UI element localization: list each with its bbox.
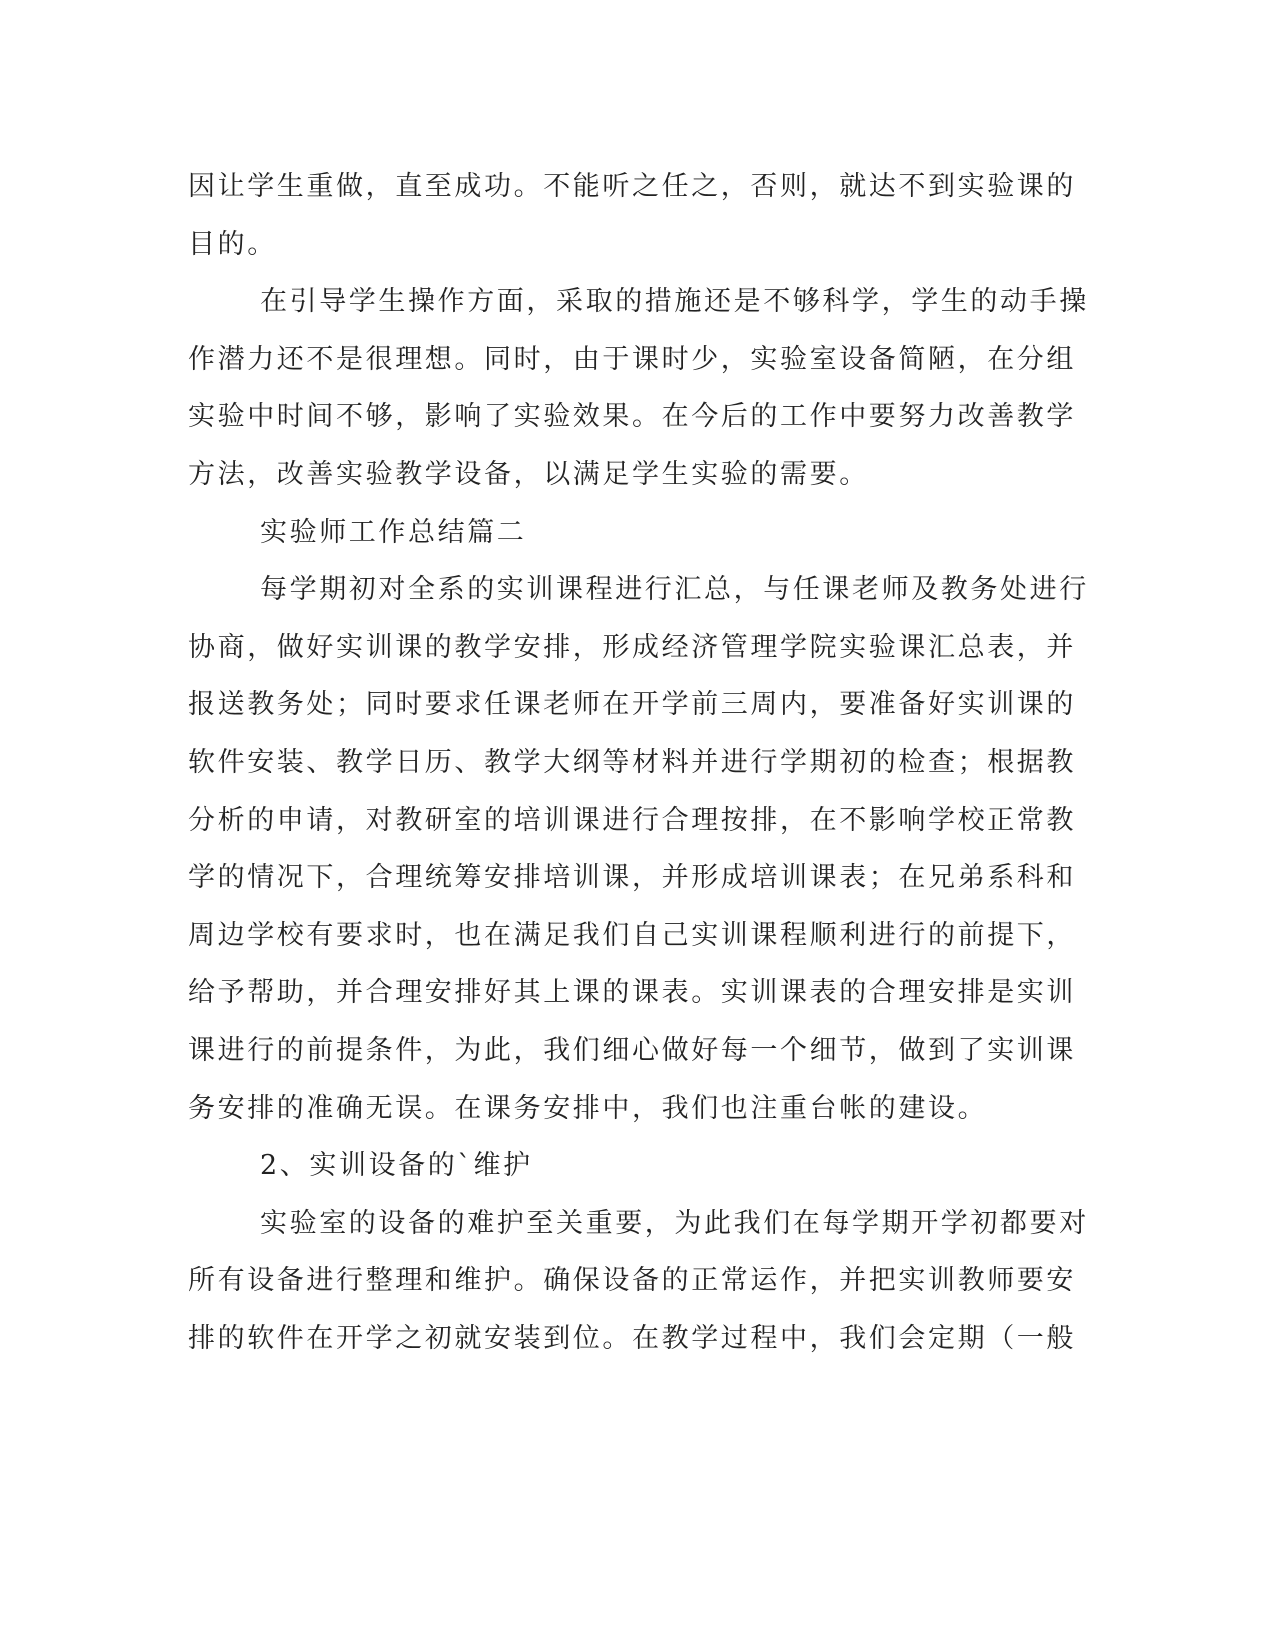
- subsection-heading: 2、实训设备的`维护: [260, 1150, 533, 1182]
- text-line: 学的情况下，合理统筹安排培训课，并形成培训课表；在兄弟系科和: [188, 862, 1076, 894]
- text-line: 课进行的前提条件，为此，我们细心做好每一个细节，做到了实训课: [188, 1034, 1076, 1066]
- text-line: 所有设备进行整理和维护。确保设备的正常运作，并把实训教师要安: [188, 1265, 1076, 1297]
- body-text: [188, 158, 1089, 1367]
- text-line: 周边学校有要求时，也在满足我们自己实训课程顺利进行的前提下，: [188, 919, 1076, 951]
- text-line: 方法，改善实验教学设备，以满足学生实验的需要。: [188, 458, 869, 490]
- section-heading: 实验师工作总结篇二: [260, 516, 527, 548]
- text-line: 报送教务处；同时要求任课老师在开学前三周内，要准备好实训课的: [188, 689, 1076, 721]
- text-line: 实验中时间不够，影响了实验效果。在今后的工作中要努力改善教学: [188, 401, 1076, 433]
- text-line: 作潜力还不是很理想。同时，由于课时少，实验室设备简陋，在分组: [188, 343, 1076, 375]
- text-line: 因让学生重做，直至成功。不能听之任之，否则，就达不到实验课的: [188, 171, 1076, 202]
- text-line: 目的。: [188, 228, 277, 260]
- text-line: 每学期初对全系的实训课程进行汇总，与任课老师及教务处进行: [260, 574, 1089, 606]
- text-line: 在引导学生操作方面，采取的措施还是不够科学，学生的动手操: [260, 286, 1089, 318]
- text-line: 实验室的设备的难护至关重要，为此我们在每学期开学初都要对: [260, 1207, 1089, 1239]
- text-line: 协商，做好实训课的教学安排，形成经济管理学院实验课汇总表，并: [188, 631, 1076, 663]
- text-line: 务安排的准确无误。在课务安排中，我们也注重台帐的建设。: [188, 1092, 988, 1124]
- text-line: 给予帮助，并合理安排好其上课的课表。实训课表的合理安排是实训: [188, 977, 1076, 1009]
- text-line: 分析的申请，对教研室的培训课进行合理按排，在不影响学校正常教: [188, 804, 1076, 836]
- text-line: 软件安装、教学日历、教学大纲等材料并进行学期初的检查；根据教: [188, 746, 1076, 778]
- text-line: 排的软件在开学之初就安装到位。在教学过程中，我们会定期（一般: [188, 1322, 1076, 1354]
